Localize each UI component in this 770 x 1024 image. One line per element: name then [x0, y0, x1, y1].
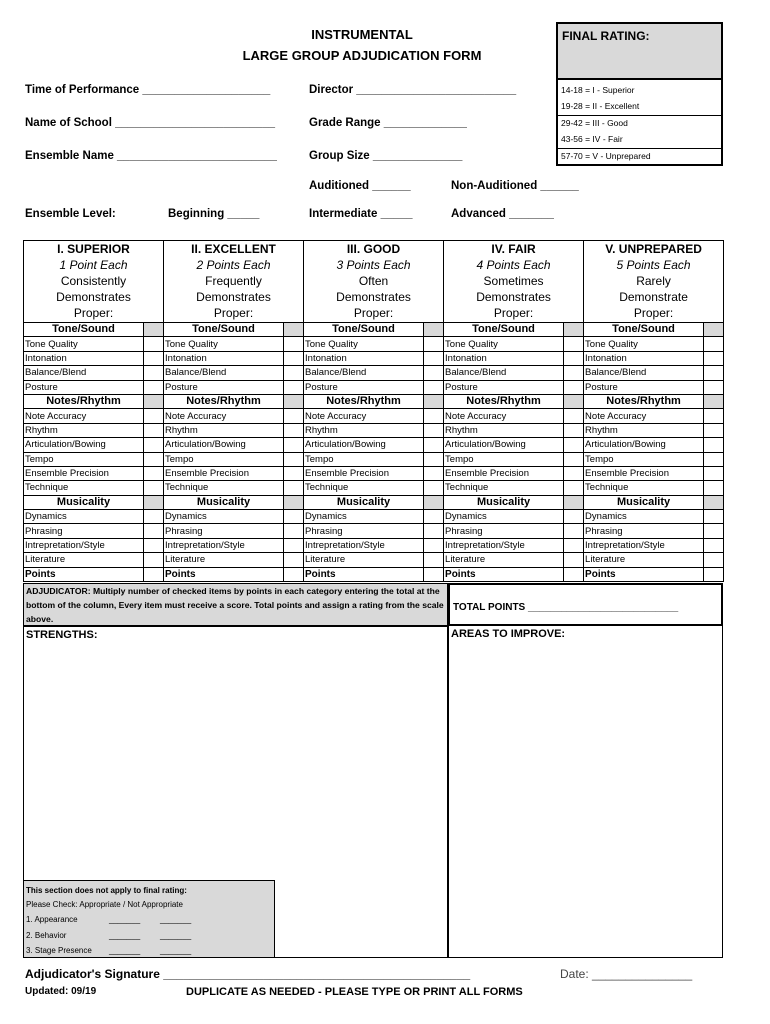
criteria-checkbox[interactable] [704, 438, 724, 452]
column-header-points: 5 Points Each [616, 258, 691, 272]
section-header: Tone/Sound [304, 323, 424, 337]
scale-superior: 14-18 = I - Superior [561, 85, 635, 95]
criteria-checkbox[interactable] [424, 524, 444, 538]
criteria-checkbox[interactable] [144, 366, 164, 380]
column-header-line1: Frequently [205, 274, 262, 288]
criteria-checkbox[interactable] [564, 337, 584, 351]
criteria-label: Tempo [164, 452, 284, 466]
column-header-title: IV. FAIR [491, 242, 536, 256]
criteria-label: Rhythm [444, 423, 564, 437]
criteria-checkbox[interactable] [284, 524, 304, 538]
section-shade-cell [284, 394, 304, 408]
points-entry-cell[interactable] [144, 567, 164, 581]
rating-column-header [584, 241, 724, 323]
criteria-checkbox[interactable] [424, 481, 444, 495]
total-points-box[interactable] [448, 583, 723, 626]
points-entry-cell[interactable] [564, 567, 584, 581]
criteria-label: Intrepretation/Style [24, 538, 144, 552]
criteria-checkbox[interactable] [284, 380, 304, 394]
rating-column-header [304, 241, 444, 323]
criteria-checkbox[interactable] [704, 351, 724, 365]
criteria-label: Intonation [444, 351, 564, 365]
criteria-checkbox[interactable] [424, 380, 444, 394]
criteria-checkbox[interactable] [284, 438, 304, 452]
section-shade-cell [704, 495, 724, 509]
column-header-title: I. SUPERIOR [57, 242, 130, 256]
criteria-checkbox[interactable] [284, 351, 304, 365]
criteria-label: Tone Quality [444, 337, 564, 351]
criteria-label: Literature [304, 553, 424, 567]
criteria-label: Posture [164, 380, 284, 394]
criteria-label: Articulation/Bowing [444, 438, 564, 452]
strengths-label: STRENGTHS: [26, 629, 98, 641]
rating-column-header [444, 241, 584, 323]
section-header: Tone/Sound [164, 323, 284, 337]
column-header-title: III. GOOD [346, 242, 401, 256]
section-shade-cell [704, 323, 724, 337]
column-header-line2: Demonstrates [56, 290, 131, 304]
section-shade-cell [704, 394, 724, 408]
ensemble-level-label: Ensemble Level: [25, 208, 116, 220]
criteria-checkbox[interactable] [284, 481, 304, 495]
criteria-label: Articulation/Bowing [304, 438, 424, 452]
section-shade-cell [564, 394, 584, 408]
section-header: Musicality [584, 495, 704, 509]
section-header: Musicality [304, 495, 424, 509]
section-shade-cell [424, 495, 444, 509]
section-header: Musicality [164, 495, 284, 509]
column-header-line1: Often [358, 274, 389, 288]
non-auditioned-field[interactable]: Non-Auditioned ______ [451, 180, 579, 192]
criteria-checkbox[interactable] [704, 380, 724, 394]
criteria-label: Dynamics [304, 510, 424, 524]
criteria-checkbox[interactable] [284, 538, 304, 552]
criteria-checkbox[interactable] [424, 351, 444, 365]
criteria-checkbox[interactable] [564, 553, 584, 567]
criteria-checkbox[interactable] [144, 423, 164, 437]
adjudication-grid [23, 240, 724, 582]
stage-presence-appropriate-blank[interactable]: _______ [109, 946, 141, 955]
section-shade-cell [144, 495, 164, 509]
column-header-line3: Proper: [213, 306, 254, 320]
criteria-checkbox[interactable] [144, 481, 164, 495]
section-header: Musicality [444, 495, 564, 509]
criteria-label: Intonation [304, 351, 424, 365]
section-header: Tone/Sound [444, 323, 564, 337]
advanced-field[interactable]: Advanced _______ [451, 208, 554, 220]
stage-presence-label: 3. Stage Presence [26, 946, 92, 955]
rating-scale [556, 80, 723, 166]
criteria-checkbox[interactable] [704, 538, 724, 552]
criteria-checkbox[interactable] [284, 510, 304, 524]
points-label: Points [304, 567, 424, 581]
criteria-checkbox[interactable] [284, 452, 304, 466]
scale-excellent: 19-28 = II - Excellent [561, 101, 640, 111]
criteria-label: Technique [584, 481, 704, 495]
criteria-checkbox[interactable] [424, 438, 444, 452]
criteria-label: Balance/Blend [304, 366, 424, 380]
criteria-checkbox[interactable] [284, 466, 304, 480]
criteria-checkbox[interactable] [144, 466, 164, 480]
criteria-checkbox[interactable] [424, 366, 444, 380]
criteria-checkbox[interactable] [144, 452, 164, 466]
form-title-line2: LARGE GROUP ADJUDICATION FORM [242, 48, 482, 63]
behavior-appropriate-blank[interactable]: _______ [109, 931, 141, 940]
section-shade-cell [284, 495, 304, 509]
column-header-title: II. EXCELLENT [191, 242, 276, 256]
criteria-label: Intrepretation/Style [164, 538, 284, 552]
section-shade-cell [144, 394, 164, 408]
criteria-checkbox[interactable] [704, 553, 724, 567]
column-header-line1: Rarely [636, 274, 671, 288]
criteria-checkbox[interactable] [564, 438, 584, 452]
section-header: Notes/Rhythm [584, 394, 704, 408]
criteria-label: Dynamics [164, 510, 284, 524]
non-rating-title: This section does not apply to final rating: [26, 886, 187, 895]
criteria-checkbox[interactable] [424, 423, 444, 437]
group-size-field[interactable]: Group Size ______________ [309, 150, 463, 162]
criteria-label: Rhythm [164, 423, 284, 437]
section-header: Notes/Rhythm [444, 394, 564, 408]
criteria-label: Intonation [164, 351, 284, 365]
criteria-checkbox[interactable] [144, 524, 164, 538]
criteria-label: Dynamics [24, 510, 144, 524]
section-header: Tone/Sound [24, 323, 144, 337]
auditioned-field[interactable]: Auditioned ______ [309, 180, 411, 192]
section-header: Notes/Rhythm [164, 394, 284, 408]
criteria-checkbox[interactable] [144, 538, 164, 552]
criteria-checkbox[interactable] [704, 409, 724, 423]
column-header-title: V. UNPREPARED [605, 242, 702, 256]
criteria-checkbox[interactable] [284, 366, 304, 380]
column-header-line1: Consistently [60, 274, 127, 288]
column-header-points: 3 Points Each [336, 258, 411, 272]
please-check-label: Please Check: Appropriate / Not Appropriate [26, 900, 183, 909]
points-label: Points [24, 567, 144, 581]
section-shade-cell [564, 495, 584, 509]
criteria-label: Literature [444, 553, 564, 567]
criteria-label: Literature [164, 553, 284, 567]
areas-to-improve-label: AREAS TO IMPROVE: [451, 628, 566, 640]
final-rating-label: FINAL RATING: [562, 29, 650, 43]
final-rating-box[interactable] [556, 22, 723, 80]
rating-column-header [24, 241, 164, 323]
intermediate-field[interactable]: Intermediate _____ [309, 208, 413, 220]
appearance-appropriate-blank[interactable]: _______ [109, 915, 141, 924]
criteria-checkbox[interactable] [564, 351, 584, 365]
column-header-line2: Demonstrate [619, 290, 688, 304]
column-header-points: 1 Point Each [59, 258, 128, 272]
rating-column-header [164, 241, 304, 323]
column-header-points: 4 Points Each [476, 258, 551, 272]
criteria-label: Intonation [24, 351, 144, 365]
director-field[interactable]: Director _________________________ [309, 84, 517, 96]
behavior-not-appropriate-blank[interactable]: _______ [160, 931, 192, 940]
section-header: Notes/Rhythm [24, 394, 144, 408]
ensemble-name-field[interactable]: Ensemble Name _________________________ [25, 150, 277, 162]
adjudicator-instructions: ADJUDICATOR: Multiply number of checked items by points in each category entering the total at the bottom of the column, Every item must receive a score. Total points and assign a rating from the scale above. [23, 583, 448, 626]
section-header: Musicality [24, 495, 144, 509]
criteria-label: Technique [304, 481, 424, 495]
criteria-checkbox[interactable] [144, 553, 164, 567]
criteria-checkbox[interactable] [704, 524, 724, 538]
criteria-label: Intrepretation/Style [304, 538, 424, 552]
criteria-label: Articulation/Bowing [164, 438, 284, 452]
time-of-performance-field[interactable]: Time of Performance ____________________ [25, 84, 271, 96]
criteria-label: Tone Quality [304, 337, 424, 351]
criteria-checkbox[interactable] [144, 380, 164, 394]
criteria-checkbox[interactable] [144, 510, 164, 524]
criteria-label: Ensemble Precision [24, 466, 144, 480]
criteria-label: Phrasing [444, 524, 564, 538]
column-header-line2: Demonstrates [336, 290, 411, 304]
criteria-checkbox[interactable] [424, 466, 444, 480]
criteria-checkbox[interactable] [424, 409, 444, 423]
total-points-field[interactable]: TOTAL POINTS ___________________________ [453, 602, 679, 613]
criteria-checkbox[interactable] [144, 409, 164, 423]
updated-label: Updated: 09/19 [25, 986, 97, 997]
criteria-label: Phrasing [304, 524, 424, 538]
criteria-label: Note Accuracy [444, 409, 564, 423]
criteria-checkbox[interactable] [144, 337, 164, 351]
criteria-checkbox[interactable] [424, 553, 444, 567]
criteria-checkbox[interactable] [704, 466, 724, 480]
points-label: Points [584, 567, 704, 581]
criteria-checkbox[interactable] [704, 366, 724, 380]
points-entry-cell[interactable] [284, 567, 304, 581]
criteria-label: Balance/Blend [164, 366, 284, 380]
scale-unprepared: 57-70 = V - Unprepared [561, 151, 651, 161]
criteria-checkbox[interactable] [564, 510, 584, 524]
appearance-not-appropriate-blank[interactable]: _______ [160, 915, 192, 924]
points-entry-cell[interactable] [424, 567, 444, 581]
criteria-label: Note Accuracy [584, 409, 704, 423]
criteria-label: Posture [304, 380, 424, 394]
column-header-line3: Proper: [493, 306, 534, 320]
criteria-checkbox[interactable] [704, 481, 724, 495]
criteria-label: Tempo [444, 452, 564, 466]
criteria-checkbox[interactable] [564, 481, 584, 495]
criteria-label: Phrasing [24, 524, 144, 538]
criteria-label: Dynamics [444, 510, 564, 524]
column-header-line3: Proper: [73, 306, 114, 320]
criteria-label: Technique [164, 481, 284, 495]
scale-fair: 43-56 = IV - Fair [561, 134, 623, 144]
criteria-label: Note Accuracy [304, 409, 424, 423]
criteria-checkbox[interactable] [424, 452, 444, 466]
criteria-checkbox[interactable] [284, 337, 304, 351]
scale-good: 29-42 = III - Good [561, 118, 628, 128]
criteria-label: Tone Quality [24, 337, 144, 351]
grade-range-field[interactable]: Grade Range _____________ [309, 117, 467, 129]
criteria-label: Technique [24, 481, 144, 495]
areas-to-improve-box[interactable] [448, 626, 723, 958]
criteria-label: Articulation/Bowing [584, 438, 704, 452]
criteria-label: Tempo [24, 452, 144, 466]
appearance-label: 1. Appearance [26, 915, 78, 924]
criteria-checkbox[interactable] [424, 510, 444, 524]
date-field[interactable]: Date: _______________ [560, 967, 693, 981]
criteria-label: Note Accuracy [164, 409, 284, 423]
criteria-checkbox[interactable] [284, 553, 304, 567]
criteria-checkbox[interactable] [564, 538, 584, 552]
column-header-line2: Demonstrates [476, 290, 551, 304]
criteria-label: Note Accuracy [24, 409, 144, 423]
criteria-label: Literature [584, 553, 704, 567]
criteria-checkbox[interactable] [564, 423, 584, 437]
points-entry-cell[interactable] [704, 567, 724, 581]
criteria-label: Literature [24, 553, 144, 567]
criteria-checkbox[interactable] [704, 510, 724, 524]
points-label: Points [444, 567, 564, 581]
criteria-label: Tone Quality [164, 337, 284, 351]
section-shade-cell [284, 323, 304, 337]
criteria-checkbox[interactable] [704, 452, 724, 466]
criteria-checkbox[interactable] [564, 380, 584, 394]
criteria-label: Posture [24, 380, 144, 394]
criteria-checkbox[interactable] [564, 524, 584, 538]
criteria-label: Dynamics [584, 510, 704, 524]
criteria-label: Intrepretation/Style [584, 538, 704, 552]
school-name-field[interactable]: Name of School _________________________ [25, 117, 275, 129]
criteria-checkbox[interactable] [564, 409, 584, 423]
criteria-label: Balance/Blend [584, 366, 704, 380]
criteria-checkbox[interactable] [704, 337, 724, 351]
column-header-points: 2 Points Each [196, 258, 271, 272]
criteria-checkbox[interactable] [564, 452, 584, 466]
criteria-checkbox[interactable] [284, 409, 304, 423]
column-header-line2: Demonstrates [196, 290, 271, 304]
criteria-label: Ensemble Precision [444, 466, 564, 480]
criteria-checkbox[interactable] [144, 438, 164, 452]
section-header: Notes/Rhythm [304, 394, 424, 408]
criteria-label: Tempo [584, 452, 704, 466]
criteria-label: Phrasing [164, 524, 284, 538]
criteria-checkbox[interactable] [144, 351, 164, 365]
criteria-label: Posture [584, 380, 704, 394]
criteria-label: Balance/Blend [444, 366, 564, 380]
behavior-label: 2. Behavior [26, 931, 67, 940]
section-header: Tone/Sound [584, 323, 704, 337]
criteria-label: Rhythm [24, 423, 144, 437]
stage-presence-not-appropriate-blank[interactable]: _______ [160, 946, 192, 955]
non-rating-section [23, 880, 275, 958]
criteria-checkbox[interactable] [424, 337, 444, 351]
criteria-label: Posture [444, 380, 564, 394]
criteria-label: Articulation/Bowing [24, 438, 144, 452]
section-shade-cell [424, 323, 444, 337]
criteria-label: Intonation [584, 351, 704, 365]
column-header-line3: Proper: [633, 306, 674, 320]
criteria-label: Ensemble Precision [304, 466, 424, 480]
criteria-label: Rhythm [304, 423, 424, 437]
duplicate-note: DUPLICATE AS NEEDED - PLEASE TYPE OR PRINT ALL FORMS [186, 986, 523, 998]
criteria-label: Ensemble Precision [164, 466, 284, 480]
criteria-label: Tempo [304, 452, 424, 466]
criteria-checkbox[interactable] [564, 366, 584, 380]
section-shade-cell [424, 394, 444, 408]
section-shade-cell [564, 323, 584, 337]
criteria-checkbox[interactable] [284, 423, 304, 437]
section-shade-cell [144, 323, 164, 337]
column-header-line3: Proper: [353, 306, 394, 320]
criteria-label: Ensemble Precision [584, 466, 704, 480]
column-header-line1: Sometimes [483, 274, 544, 288]
criteria-checkbox[interactable] [564, 466, 584, 480]
criteria-checkbox[interactable] [704, 423, 724, 437]
beginning-field[interactable]: Beginning _____ [168, 208, 260, 220]
adjudicator-signature-field[interactable]: Adjudicator's Signature ______________________________________________ [25, 967, 471, 981]
criteria-label: Tone Quality [584, 337, 704, 351]
criteria-checkbox[interactable] [424, 538, 444, 552]
criteria-label: Balance/Blend [24, 366, 144, 380]
criteria-label: Intrepretation/Style [444, 538, 564, 552]
criteria-label: Phrasing [584, 524, 704, 538]
points-label: Points [164, 567, 284, 581]
criteria-label: Technique [444, 481, 564, 495]
criteria-label: Rhythm [584, 423, 704, 437]
form-title-line1: INSTRUMENTAL [311, 27, 413, 42]
